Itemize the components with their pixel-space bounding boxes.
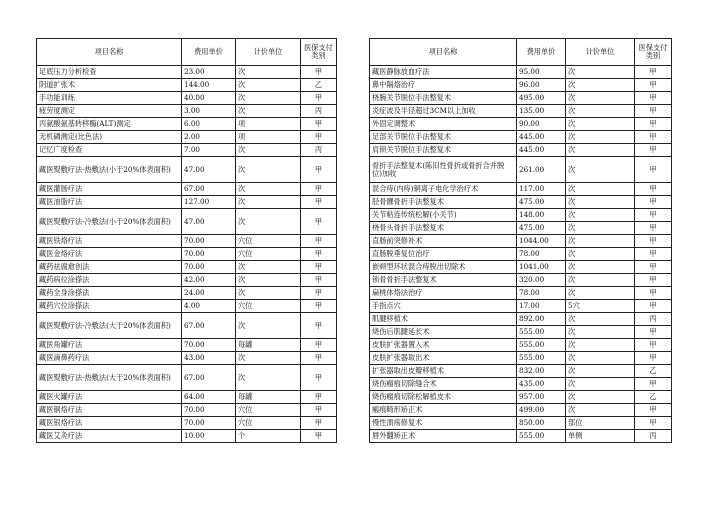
item-name-cell: 阴道扩张术 — [37, 79, 182, 92]
item-name-cell: 藏医熨敷疗法-热敷法(小于20%体表面积) — [37, 157, 182, 183]
fee-price-cell: 135.00 — [517, 105, 566, 118]
table-header-row — [370, 39, 672, 66]
table-row — [370, 105, 672, 118]
insurance-category-cell: 甲 — [301, 300, 337, 313]
pricing-unit-cell: 次 — [236, 144, 301, 157]
fee-price-cell: 67.00 — [182, 365, 236, 391]
fee-price-cell: 70.00 — [182, 248, 236, 261]
table-row — [37, 131, 337, 144]
fee-price-cell: 1041.00 — [517, 261, 566, 274]
pricing-unit-cell: 次 — [236, 261, 301, 274]
item-name-cell: 桡骨头骨折手法整复术 — [370, 222, 517, 235]
table-row — [370, 365, 672, 378]
insurance-category-cell: 甲 — [635, 79, 672, 92]
table-row — [370, 300, 672, 313]
item-name-cell: 藏医油脂疗法 — [37, 196, 182, 209]
fee-price-cell: 2.00 — [182, 131, 236, 144]
fee-price-cell: 495.00 — [517, 92, 566, 105]
table-row — [370, 274, 672, 287]
pricing-unit-cell: 次 — [566, 105, 635, 118]
item-name-cell: 桡腕关节脱位手法整复术 — [370, 92, 517, 105]
table-row — [370, 404, 672, 417]
insurance-category-cell: 甲 — [635, 183, 672, 196]
item-name-cell: 藏医铁烙疗法 — [37, 235, 182, 248]
table-row — [37, 404, 337, 417]
pricing-unit-cell: 次 — [566, 339, 635, 352]
header-item-name: 项目名称 — [37, 39, 182, 66]
fee-price-cell: 850.00 — [517, 417, 566, 430]
item-name-cell: 肌腱移植术 — [370, 313, 517, 326]
item-name-cell: 混合痔(内痔)铜离子电化学治疗术 — [370, 183, 517, 196]
item-name-cell: 慢性溃疡修复术 — [370, 417, 517, 430]
table-row — [37, 157, 337, 183]
item-name-cell: 藏医静脉放血疗法 — [370, 66, 517, 79]
item-name-cell: 炎症波及半径超过3CM以上加收 — [370, 105, 517, 118]
table-row — [37, 79, 337, 92]
table-row — [370, 339, 672, 352]
insurance-category-cell: 甲 — [635, 118, 672, 131]
item-name-cell: 足部关节脱位手法整复术 — [370, 131, 517, 144]
item-name-cell: 唇外翻矫正术 — [370, 430, 517, 443]
item-name-cell: 烧伤瘢痕切除松解植皮术 — [370, 391, 517, 404]
insurance-category-cell: 甲 — [301, 209, 337, 235]
insurance-category-cell: 甲 — [635, 326, 672, 339]
table-row — [370, 92, 672, 105]
insurance-category-cell: 甲 — [301, 391, 337, 404]
item-name-cell: 藏药全身涂搽法 — [37, 287, 182, 300]
pricing-unit-cell: 项 — [236, 118, 301, 131]
pricing-unit-cell: 次 — [566, 352, 635, 365]
insurance-category-cell: 甲 — [635, 248, 672, 261]
insurance-category-cell: 乙 — [301, 79, 337, 92]
item-name-cell: 皮肤扩张器取出术 — [370, 352, 517, 365]
pricing-unit-cell: 次 — [566, 287, 635, 300]
item-name-cell: 关节粘连传统松解(小关节) — [370, 209, 517, 222]
pricing-unit-cell: 穴位 — [236, 248, 301, 261]
table-row — [37, 430, 337, 443]
item-name-cell: 外固定调整术 — [370, 118, 517, 131]
pricing-unit-cell: 次 — [566, 313, 635, 326]
insurance-category-cell: 甲 — [301, 430, 337, 443]
fee-price-cell: 42.00 — [182, 274, 236, 287]
table-row — [37, 66, 337, 79]
pricing-unit-cell: 次 — [566, 235, 635, 248]
item-name-cell: 烧伤后肌腱延长术 — [370, 326, 517, 339]
table-row — [37, 144, 337, 157]
item-name-cell: 骨折手法整复术(陈旧性骨折或骨折合并脱位)加收 — [370, 157, 517, 183]
table-row — [37, 300, 337, 313]
item-name-cell: 藏医金烙疗法 — [37, 248, 182, 261]
header-pricing-unit: 计价单位 — [566, 39, 635, 66]
fee-price-cell: 6.00 — [182, 118, 236, 131]
fee-table-left — [36, 38, 337, 443]
table-body — [370, 66, 672, 443]
insurance-category-cell: 甲 — [635, 144, 672, 157]
table-row — [37, 274, 337, 287]
insurance-category-cell: 乙 — [635, 391, 672, 404]
fee-price-cell: 70.00 — [182, 404, 236, 417]
table-row — [37, 365, 337, 391]
item-name-cell: 胫骨髁骨折手法整复术 — [370, 196, 517, 209]
pricing-unit-cell: 次 — [236, 365, 301, 391]
fee-price-cell: 261.00 — [517, 157, 566, 183]
table-row — [370, 222, 672, 235]
item-name-cell: 手指点穴 — [370, 300, 517, 313]
fee-price-cell: 64.00 — [182, 391, 236, 404]
pricing-unit-cell: 次 — [236, 352, 301, 365]
pricing-unit-cell: 次 — [566, 66, 635, 79]
table-row — [37, 391, 337, 404]
insurance-category-cell: 甲 — [635, 404, 672, 417]
pricing-unit-cell: 次 — [566, 378, 635, 391]
item-name-cell: 鼻中隔烙治疗 — [370, 79, 517, 92]
insurance-category-cell: 丙 — [301, 144, 337, 157]
fee-price-cell: 78.00 — [517, 248, 566, 261]
fee-price-cell: 555.00 — [517, 352, 566, 365]
fee-table-right — [369, 38, 672, 443]
insurance-category-cell: 丙 — [301, 105, 337, 118]
pricing-unit-cell: 次 — [236, 274, 301, 287]
fee-price-cell: 475.00 — [517, 196, 566, 209]
item-name-cell: 藏医熨敷疗法-冷敷法(小于20%体表面积) — [37, 209, 182, 235]
table-row — [37, 261, 337, 274]
pricing-unit-cell: 部位 — [566, 417, 635, 430]
fee-price-cell: 445.00 — [517, 144, 566, 157]
item-name-cell: 藏医熨敷疗法-冷敷法(大于20%体表面积) — [37, 313, 182, 339]
table-header-row — [37, 39, 337, 66]
header-item-name: 项目名称 — [370, 39, 517, 66]
insurance-category-cell: 乙 — [635, 365, 672, 378]
insurance-category-cell: 甲 — [635, 92, 672, 105]
header-fee-price: 费用单价 — [517, 39, 566, 66]
insurance-category-cell: 甲 — [635, 300, 672, 313]
table-row — [370, 118, 672, 131]
insurance-category-cell: 丙 — [635, 430, 672, 443]
insurance-category-cell: 甲 — [301, 183, 337, 196]
item-name-cell: 肩锁关节脱位手法整复术 — [370, 144, 517, 157]
insurance-category-cell: 甲 — [301, 196, 337, 209]
item-name-cell: 无机磷测定(比色法) — [37, 131, 182, 144]
insurance-category-cell: 甲 — [301, 261, 337, 274]
pricing-unit-cell: 次 — [236, 196, 301, 209]
fee-price-cell: 10.00 — [182, 430, 236, 443]
pricing-unit-cell: 次 — [566, 326, 635, 339]
fee-price-cell: 435.00 — [517, 378, 566, 391]
item-name-cell: 丙氨酸氨基转移酶(ALT)测定 — [37, 118, 182, 131]
pricing-unit-cell: 项 — [236, 131, 301, 144]
insurance-category-cell: 甲 — [301, 92, 337, 105]
pricing-unit-cell: 次 — [566, 92, 635, 105]
insurance-category-cell: 甲 — [635, 105, 672, 118]
insurance-category-cell: 甲 — [635, 235, 672, 248]
table-row — [370, 417, 672, 430]
item-name-cell: 嵌顿型环状混合痔脱出切除术 — [370, 261, 517, 274]
item-name-cell: 烧伤瘢痕切除缝合术 — [370, 378, 517, 391]
pricing-unit-cell: 次 — [566, 222, 635, 235]
fee-price-cell: 555.00 — [517, 339, 566, 352]
pricing-unit-cell: 次 — [566, 365, 635, 378]
pricing-unit-cell: 每罐 — [236, 339, 301, 352]
item-name-cell: 手功能训练 — [37, 92, 182, 105]
fee-price-cell: 832.00 — [517, 365, 566, 378]
table-row — [37, 105, 337, 118]
pricing-unit-cell: 次 — [236, 92, 301, 105]
pricing-unit-cell: 次 — [566, 118, 635, 131]
fee-price-cell: 70.00 — [182, 261, 236, 274]
fee-price-cell: 78.00 — [517, 287, 566, 300]
fee-price-cell: 144.00 — [182, 79, 236, 92]
insurance-category-cell: 甲 — [301, 339, 337, 352]
item-name-cell: 藏药穴位涂搽法 — [37, 300, 182, 313]
pricing-unit-cell: 次 — [566, 248, 635, 261]
fee-price-cell: 47.00 — [182, 209, 236, 235]
insurance-category-cell: 甲 — [635, 339, 672, 352]
fee-price-cell: 90.00 — [517, 118, 566, 131]
table-row — [37, 196, 337, 209]
insurance-category-cell: 甲 — [635, 66, 672, 79]
pricing-unit-cell: 单侧 — [566, 430, 635, 443]
fee-price-cell: 117.00 — [517, 183, 566, 196]
pricing-unit-cell: 穴位 — [236, 235, 301, 248]
table-row — [370, 378, 672, 391]
table-row — [370, 209, 672, 222]
fee-price-cell: 4.00 — [182, 300, 236, 313]
fee-price-cell: 67.00 — [182, 313, 236, 339]
fee-price-cell: 67.00 — [182, 183, 236, 196]
fee-price-cell: 70.00 — [182, 417, 236, 430]
insurance-category-cell: 甲 — [635, 287, 672, 300]
insurance-category-cell: 甲 — [635, 196, 672, 209]
pricing-unit-cell: 次 — [236, 183, 301, 196]
fee-price-cell: 1044.00 — [517, 235, 566, 248]
table-row — [37, 183, 337, 196]
table-row — [370, 261, 672, 274]
fee-price-cell: 892.00 — [517, 313, 566, 326]
insurance-category-cell: 甲 — [635, 417, 672, 430]
insurance-category-cell: 甲 — [301, 131, 337, 144]
insurance-category-cell: 甲 — [301, 287, 337, 300]
insurance-category-cell: 甲 — [635, 209, 672, 222]
table-row — [370, 248, 672, 261]
table-row — [370, 183, 672, 196]
fee-price-cell: 70.00 — [182, 339, 236, 352]
item-name-cell: 藏医铜烙疗法 — [37, 404, 182, 417]
fee-price-cell: 3.00 — [182, 105, 236, 118]
table-row — [370, 157, 672, 183]
insurance-category-cell: 甲 — [635, 157, 672, 183]
pricing-unit-cell: 次 — [566, 274, 635, 287]
insurance-category-cell: 甲 — [301, 157, 337, 183]
item-name-cell: 疲劳度测定 — [37, 105, 182, 118]
pricing-unit-cell: 次 — [236, 209, 301, 235]
item-name-cell: 藏医滴鼻药疗法 — [37, 352, 182, 365]
table-row — [370, 235, 672, 248]
pricing-unit-cell: 穴位 — [236, 417, 301, 430]
header-insurance-category: 医保支付类别 — [301, 39, 337, 66]
table-row — [370, 287, 672, 300]
header-insurance-category: 医保支付类别 — [635, 39, 672, 66]
fee-price-cell: 43.00 — [182, 352, 236, 365]
pricing-unit-cell: 次 — [566, 183, 635, 196]
fee-price-cell: 499.00 — [517, 404, 566, 417]
table-row — [370, 352, 672, 365]
pricing-unit-cell: 次 — [566, 261, 635, 274]
fee-price-cell: 320.00 — [517, 274, 566, 287]
insurance-category-cell: 甲 — [301, 365, 337, 391]
item-name-cell: 藏医银烙疗法 — [37, 417, 182, 430]
fee-price-cell: 23.00 — [182, 66, 236, 79]
fee-price-cell: 957.00 — [517, 391, 566, 404]
table-row — [370, 79, 672, 92]
pricing-unit-cell: 个 — [236, 430, 301, 443]
insurance-category-cell: 甲 — [301, 248, 337, 261]
item-name-cell: 藏医火罐疗法 — [37, 391, 182, 404]
item-name-cell: 瘢痕畸形矫正术 — [370, 404, 517, 417]
table-row — [37, 417, 337, 430]
table-row — [370, 313, 672, 326]
pricing-unit-cell: 穴位 — [236, 404, 301, 417]
insurance-category-cell: 甲 — [635, 274, 672, 287]
pricing-unit-cell: 次 — [236, 66, 301, 79]
table-row — [37, 248, 337, 261]
pricing-unit-cell: 次 — [566, 404, 635, 417]
pricing-unit-cell: 次 — [236, 105, 301, 118]
item-name-cell: 足底压力分析检查 — [37, 66, 182, 79]
insurance-category-cell: 甲 — [301, 274, 337, 287]
table-row — [37, 118, 337, 131]
insurance-category-cell: 甲 — [635, 378, 672, 391]
fee-price-cell: 127.00 — [182, 196, 236, 209]
insurance-category-cell: 甲 — [301, 313, 337, 339]
fee-price-cell: 555.00 — [517, 326, 566, 339]
pricing-unit-cell: 次 — [236, 79, 301, 92]
pricing-unit-cell: 次 — [566, 391, 635, 404]
fee-price-cell: 555.00 — [517, 430, 566, 443]
fee-price-cell: 40.00 — [182, 92, 236, 105]
pricing-unit-cell: 次 — [566, 144, 635, 157]
pricing-unit-cell: 次 — [566, 209, 635, 222]
table-row — [37, 313, 337, 339]
table-row — [37, 209, 337, 235]
insurance-category-cell: 甲 — [635, 352, 672, 365]
insurance-category-cell: 甲 — [301, 404, 337, 417]
pricing-unit-cell: 次 — [236, 287, 301, 300]
fee-price-cell: 47.00 — [182, 157, 236, 183]
insurance-category-cell: 甲 — [301, 235, 337, 248]
table-row — [37, 352, 337, 365]
fee-price-cell: 70.00 — [182, 235, 236, 248]
item-name-cell: 藏药祛腐愈创法 — [37, 261, 182, 274]
item-name-cell: 藏医熨敷疗法-热敷法(大于20%体表面积) — [37, 365, 182, 391]
table-row — [37, 339, 337, 352]
pricing-unit-cell: 次 — [566, 79, 635, 92]
insurance-category-cell: 甲 — [635, 131, 672, 144]
insurance-category-cell: 甲 — [301, 352, 337, 365]
table-row — [37, 287, 337, 300]
pricing-unit-cell: 次 — [566, 131, 635, 144]
fee-price-cell: 96.00 — [517, 79, 566, 92]
fee-price-cell: 95.00 — [517, 66, 566, 79]
fee-price-cell: 148.00 — [517, 209, 566, 222]
item-name-cell: 藏药病位涂搽法 — [37, 274, 182, 287]
fee-price-cell: 7.00 — [182, 144, 236, 157]
item-name-cell: 藏医灌肠疗法 — [37, 183, 182, 196]
table-row — [370, 196, 672, 209]
table-row — [37, 235, 337, 248]
item-name-cell: 记忆广度检查 — [37, 144, 182, 157]
pricing-unit-cell: 次 — [236, 157, 301, 183]
insurance-category-cell: 丙 — [635, 313, 672, 326]
table-row — [370, 391, 672, 404]
fee-price-cell: 475.00 — [517, 222, 566, 235]
pricing-unit-cell: 每罐 — [236, 391, 301, 404]
table-row — [370, 66, 672, 79]
insurance-category-cell: 甲 — [301, 417, 337, 430]
item-name-cell: 锁骨骨折手法整复术 — [370, 274, 517, 287]
insurance-category-cell: 甲 — [635, 261, 672, 274]
fee-price-cell: 24.00 — [182, 287, 236, 300]
item-name-cell: 扩张器取出皮瓣移植术 — [370, 365, 517, 378]
pricing-unit-cell: 穴位 — [236, 300, 301, 313]
item-name-cell: 扁桃体烙法治疗 — [370, 287, 517, 300]
pricing-unit-cell: 次 — [566, 157, 635, 183]
pricing-unit-cell: 次 — [236, 313, 301, 339]
insurance-category-cell: 甲 — [635, 222, 672, 235]
fee-price-cell: 17.00 — [517, 300, 566, 313]
table-row — [370, 430, 672, 443]
table-row — [37, 92, 337, 105]
item-name-cell: 藏医角罐疗法 — [37, 339, 182, 352]
item-name-cell: 藏医艾灸疗法 — [37, 430, 182, 443]
table-row — [370, 144, 672, 157]
pricing-unit-cell: 次 — [566, 196, 635, 209]
table-row — [370, 131, 672, 144]
item-name-cell: 直肠脱垂复位治疗 — [370, 248, 517, 261]
table-row — [370, 326, 672, 339]
fee-price-cell: 445.00 — [517, 131, 566, 144]
table-body — [37, 66, 337, 443]
item-name-cell: 直肠前突修补术 — [370, 235, 517, 248]
header-pricing-unit: 计价单位 — [236, 39, 301, 66]
pricing-unit-cell: 5穴 — [566, 300, 635, 313]
insurance-category-cell: 甲 — [301, 66, 337, 79]
item-name-cell: 皮肤扩张器置入术 — [370, 339, 517, 352]
header-fee-price: 费用单价 — [182, 39, 236, 66]
insurance-category-cell: 甲 — [301, 118, 337, 131]
